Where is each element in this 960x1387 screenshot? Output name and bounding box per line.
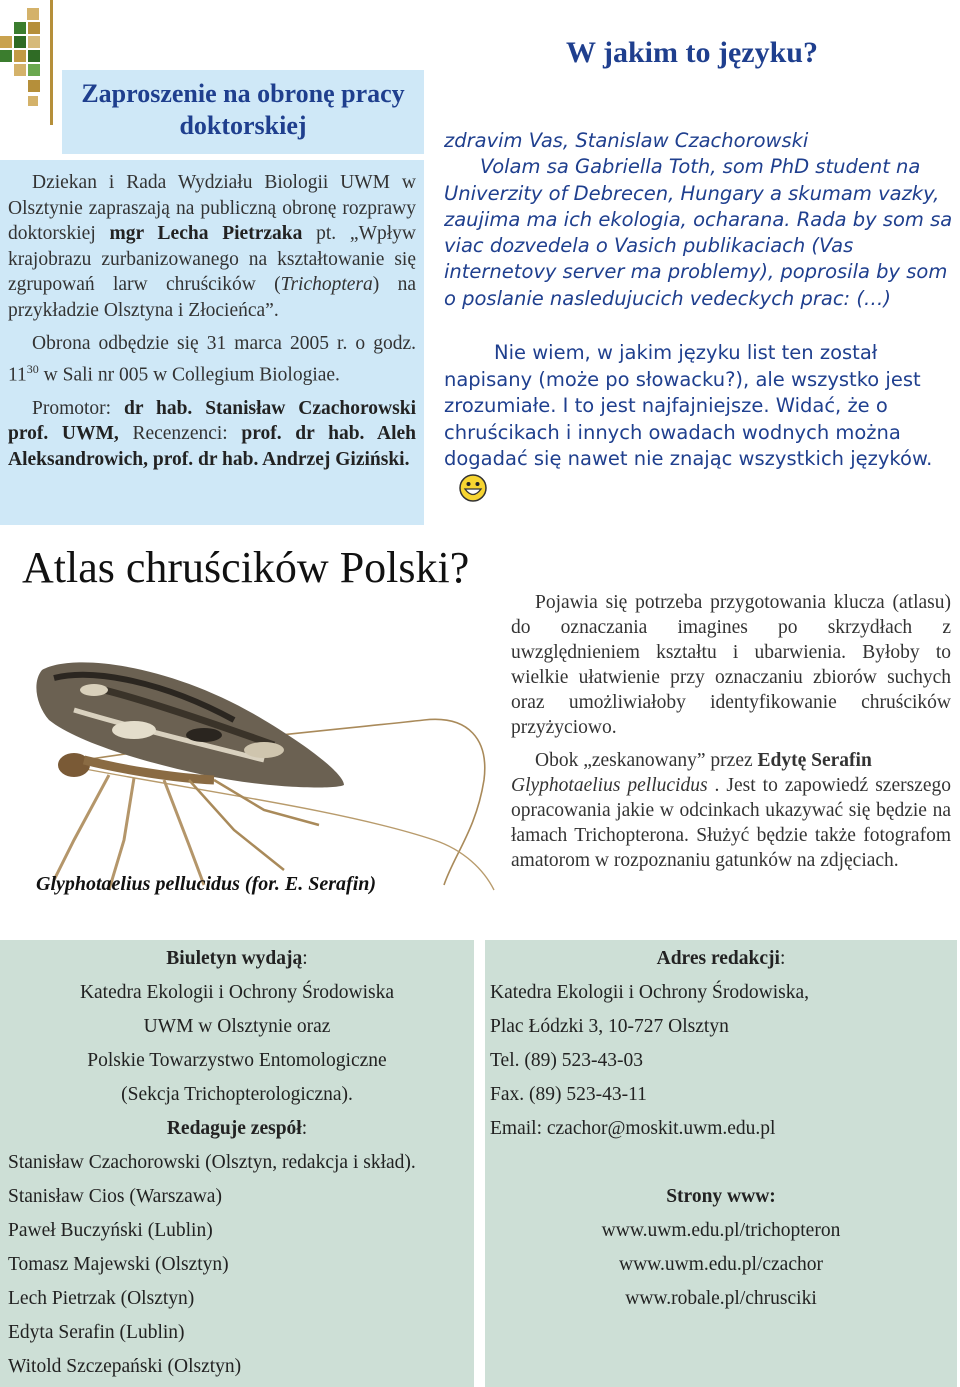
defense-time-superscript: 30 (26, 361, 39, 376)
team-heading (0, 1112, 474, 1146)
letter-body: Volam sa Gabriella Toth, som PhD student na Univerzity of Debrecen, Hungary a skumam vazky, zaujima ma ich ekologia, ocharana. Rada by som sa viac dozvedela o Vasich publikaciach (Vas internetovy server ma problemy), poprosila by som o poslanie nasledujucich vedeckych prac: (…) (444, 155, 953, 310)
team-member: Paweł Buczyński (Lublin) (8, 1220, 213, 1241)
address-label: Adres redakcji (656, 948, 780, 969)
invitation-title-box (62, 70, 424, 154)
defense-date-paragraph (8, 331, 416, 388)
promotor-name: dr hab. Stanisław Czachorowski prof. UWM, (8, 397, 416, 444)
defense-location: w Sali nr 005 w Collegium Biologiae. (38, 364, 340, 385)
label-colon: : (779, 948, 786, 969)
team-member: Tomasz Majewski (Olsztyn) (8, 1254, 229, 1275)
team-label: Redaguje zespół (166, 1118, 302, 1139)
photo-caption: Glyphotaelius pellucidus (for. E. Serafin) (36, 873, 377, 895)
letter-greeting: zdravim Vas, Stanislaw Czachorowski (444, 129, 809, 152)
reviewer-name: prof. dr hab. Andrzej Giziński (152, 448, 405, 470)
defense-date: Obrona odbędzie się 31 marca 2005 r. o godz. 11 (8, 333, 416, 385)
committee-paragraph (8, 396, 416, 473)
publisher-line: (Sekcja Trichopterologiczna). (121, 1084, 353, 1105)
language-note (444, 340, 956, 503)
taxon-name: Trichoptera (280, 274, 373, 295)
language-note-text: Nie wiem, w jakim języku list ten został napisany (może po słowacku?), ale wszystko jest zrozumiałe. I to jest najfajniejsze. Widać, że o chruścikach i innych owadach wodnych można dogadać się nawet nie znając wszystkich języków. (444, 341, 933, 470)
label-colon: : (301, 1118, 308, 1139)
websites-heading: Strony www: (666, 1186, 776, 1207)
invitation-text: Dziekan i Rada Wydziału Biologii UWM w Olsztynie zapraszają na publiczną obronę rozprawy doktorskiej (8, 172, 416, 244)
invitation-title: Zaproszenie na obronę pracy doktorskiej (81, 79, 405, 140)
team-member: Witold Szczepański (Olsztyn) (8, 1356, 242, 1377)
team-member: Stanisław Czachorowski (Olsztyn, redakcja i skład). (8, 1152, 416, 1173)
team-member: Lech Pietrzak (Olsztyn) (8, 1288, 195, 1309)
phone-line: Tel. (89) 523-43-03 (490, 1050, 643, 1071)
mosaic-logo (0, 0, 60, 125)
fax-line: Fax. (89) 523-43-11 (490, 1084, 647, 1105)
atlas-paragraph (511, 748, 951, 873)
atlas-text-fragment: . Jest to zapowiedź szerszego opracowania jakie w odcinkach ukazywać się będzie na łamach Trichopterona. Służyć będzie także fotografom amatorom w rozpoznaniu gatunków na zdjęciach. (511, 775, 951, 871)
separator: . (404, 448, 410, 470)
reviewers-label: Recenzenci: (118, 423, 242, 444)
language-heading: W jakim to języku? (566, 36, 818, 69)
atlas-heading: Atlas chruścików Polski? (22, 543, 470, 592)
slovak-letter (444, 128, 956, 312)
website-link[interactable]: www.uwm.edu.pl/trichopteron (601, 1220, 841, 1241)
photographer-name: Edytę Serafin (757, 750, 872, 771)
invitation-body (0, 160, 424, 525)
reviewer-name: prof. dr hab. Aleh Aleksandrowich (8, 423, 417, 470)
publisher-line: Katedra Ekologii i Ochrony Środowiska (79, 982, 395, 1003)
invitation-text: ) na przykładzie Olsztyna i Złocieńca”. (8, 274, 416, 321)
address-box (485, 940, 957, 1387)
publisher-line: Polskie Towarzystwo Entomologiczne (87, 1050, 387, 1071)
species-name: Glyphotaelius pellucidus (511, 775, 708, 796)
website-link[interactable]: www.uwm.edu.pl/czachor (619, 1254, 823, 1275)
publisher-line: UWM w Olsztynie oraz (143, 1016, 331, 1037)
atlas-text (511, 590, 951, 873)
address-line: Plac Łódzki 3, 10-727 Olsztyn (490, 1016, 729, 1037)
atlas-text-fragment: Obok „zeskanowany” przez (535, 750, 758, 771)
email-link[interactable]: Email: czachor@moskit.uwm.edu.pl (490, 1118, 776, 1139)
address-heading (485, 942, 957, 976)
team-member: Edyta Serafin (Lublin) (8, 1322, 185, 1343)
publishers-label: Biuletyn wydają (166, 948, 303, 969)
candidate-name: mgr Lecha Pietrzaka (109, 223, 303, 244)
invitation-paragraph (8, 170, 416, 323)
publishers-heading (0, 942, 474, 976)
smiley-icon (458, 473, 488, 503)
team-member: Stanisław Cios (Warszawa) (8, 1186, 222, 1207)
label-colon: : (302, 948, 308, 969)
separator: , (143, 448, 153, 470)
website-link[interactable]: www.robale.pl/chrusciki (625, 1288, 817, 1309)
invitation-text: pt. „Wpływ krajobrazu zurbanizowanego na kształtowanie się zgrupowań larw chruścików ( (8, 223, 416, 295)
publishers-box (0, 940, 474, 1387)
caddisfly-photo (14, 610, 514, 900)
address-line: Katedra Ekologii i Ochrony Środowiska, (490, 982, 809, 1003)
promotor-label: Promotor: (32, 397, 124, 419)
atlas-paragraph: Pojawia się potrzeba przygotowania klucza (atlasu) do oznaczania imagines po skrzydłach z uwzględnieniem kształtu i ubarwienia. Byłoby to wielkie ułatwienie przy oznaczaniu zbiorów suchych oraz umożliwiałoby identyfikowanie chruścików przyżyciowo. (511, 592, 951, 738)
